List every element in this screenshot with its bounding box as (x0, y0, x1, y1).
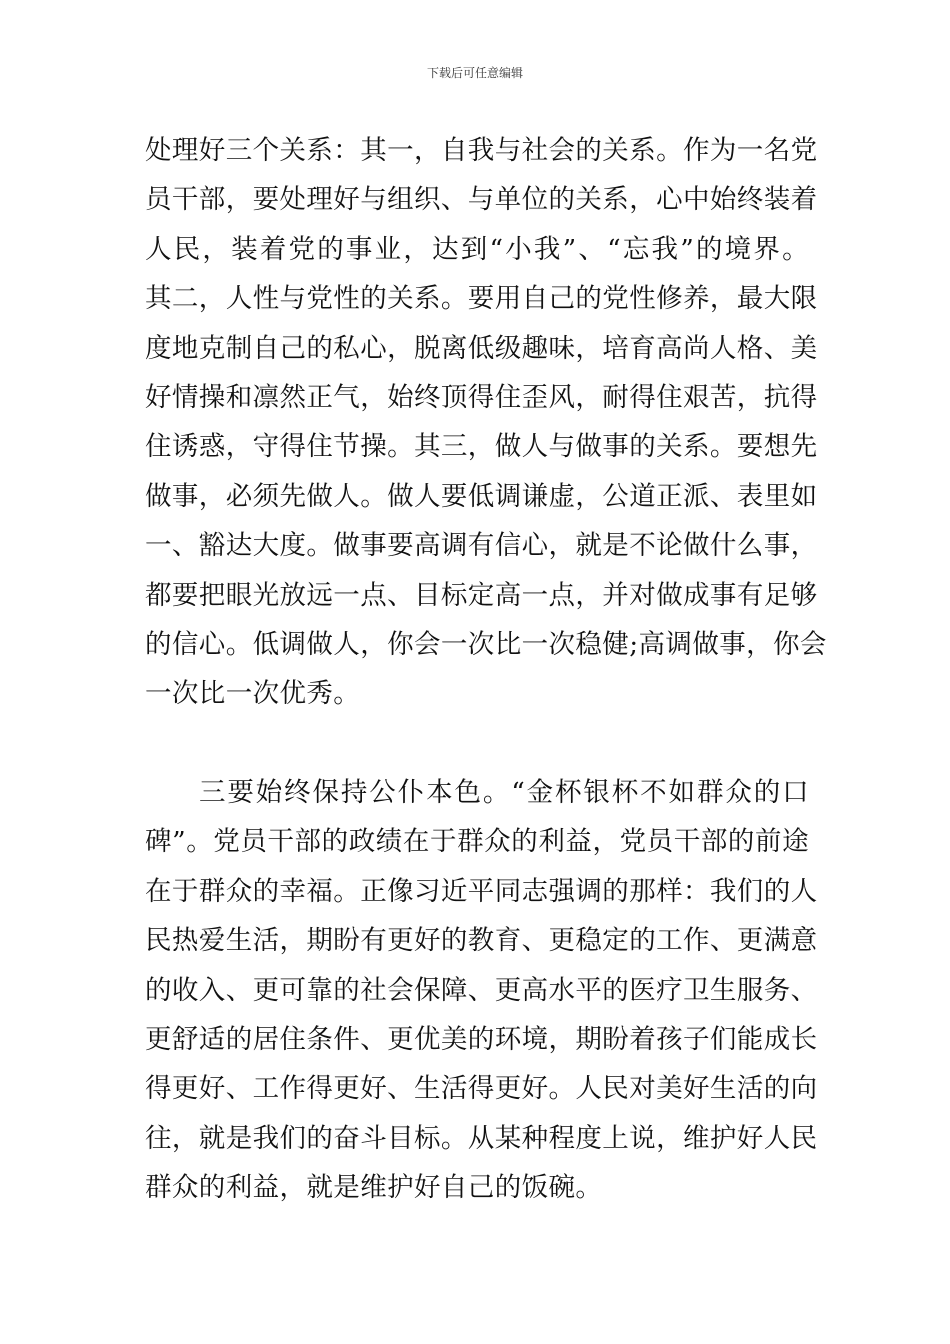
paragraph-line: 民热爱生活，期盼有更好的教育、更稳定的工作、更满意 (145, 925, 818, 957)
paragraph-line: 往，就是我们的奋斗目标。从某种程度上说，维护好人民 (145, 1122, 818, 1154)
paragraph-line: 的信心。低调做人，你会一次比一次稳健;高调做事，你会 (145, 628, 827, 660)
paragraph-1 (145, 126, 827, 719)
paragraph-line: 在于群众的幸福。正像习近平同志强调的那样：我们的人 (145, 875, 818, 907)
paragraph-line: 一次比一次优秀。 (145, 678, 361, 710)
document-body (145, 126, 827, 1213)
paragraph-line: 群众的利益，就是维护好自己的饭碗。 (145, 1172, 603, 1204)
paragraph-line: 住诱惑，守得住节操。其三，做人与做事的关系。要想先 (145, 431, 818, 463)
paragraph-line: 员干部，要处理好与组织、与单位的关系，心中始终装着 (145, 184, 818, 216)
paragraph-line: 碑”。党员干部的政绩在于群众的利益，党员干部的前途 (145, 826, 809, 858)
paragraph-line: 一、豁达大度。做事要高调有信心，就是不论做什么事， (145, 530, 818, 562)
page-header: 下载后可任意编辑 (426, 66, 523, 80)
paragraph-line: 做事，必须先做人。做人要低调谦虚，公道正派、表里如 (145, 480, 818, 512)
paragraph-line: 得更好、工作得更好、生活得更好。人民对美好生活的向 (145, 1073, 818, 1105)
paragraph-line: 三要始终保持公仆本色。“金杯银杯不如群众的口 (199, 777, 809, 809)
paragraph-line: 人民，装着党的事业，达到“小我”、“忘我”的境界。 (145, 233, 809, 265)
paragraph-line: 其二，人性与党性的关系。要用自己的党性修养，最大限 (145, 283, 818, 315)
paragraph-line: 都要把眼光放远一点、目标定高一点，并对做成事有足够 (145, 579, 818, 611)
paragraph-line: 度地克制自己的私心，脱离低级趣味，培育高尚人格、美 (145, 332, 818, 364)
paragraph-spacer (145, 719, 809, 768)
paragraph-line: 好情操和凛然正气，始终顶得住歪风，耐得住艰苦，抗得 (145, 381, 818, 413)
paragraph-line: 处理好三个关系：其一，自我与社会的关系。作为一名党 (145, 135, 818, 166)
paragraph-line: 更舒适的居住条件、更优美的环境，期盼着孩子们能成长 (145, 1024, 818, 1056)
paragraph-2 (145, 768, 818, 1213)
paragraph-line: 的收入、更可靠的社会保障、更高水平的医疗卫生服务、 (145, 974, 818, 1006)
